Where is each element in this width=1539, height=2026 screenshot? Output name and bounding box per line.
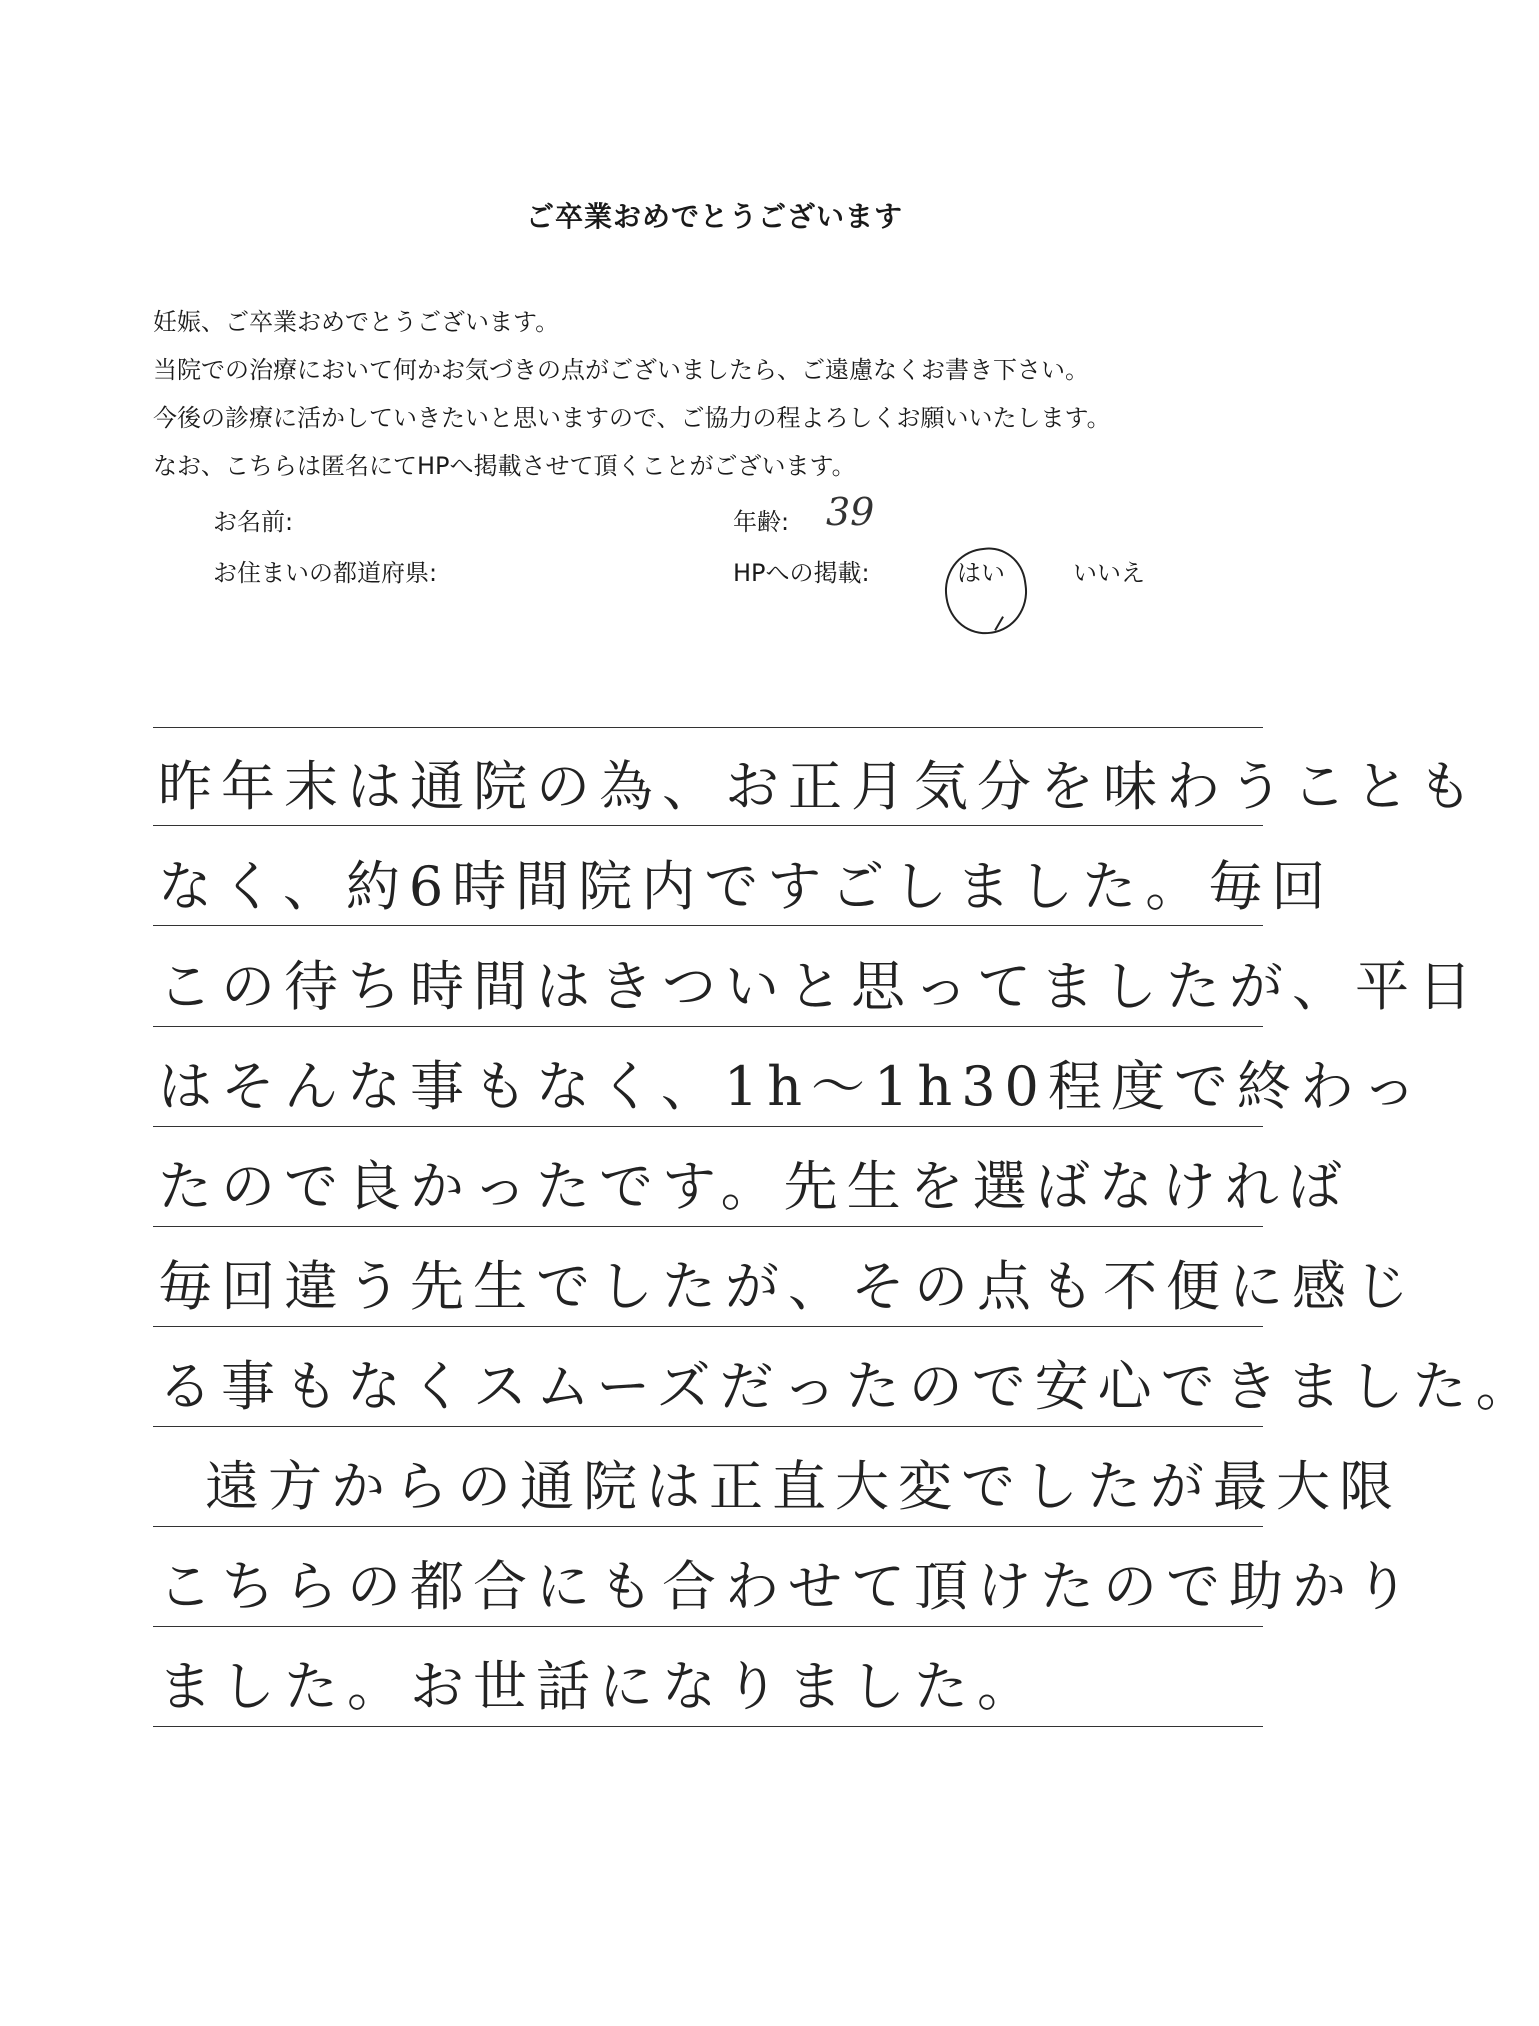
comment-line: る事もなくスムーズだったので安心できました。 — [158, 1355, 1539, 1418]
intro-line: なお、こちらは匿名にてHPへ掲載させて頂くことがございます。 — [153, 452, 856, 480]
comment-line: 昨年末は通院の為、お正月気分を味わうことも — [158, 755, 1481, 818]
age-label: 年齢: — [733, 508, 790, 536]
comment-line: こちらの都合にも合わせて頂けたので助かり — [158, 1555, 1418, 1618]
comment-line: この待ち時間はきついと思ってましたが、平日 — [158, 955, 1481, 1018]
comment-line: たので良かったです。先生を選ばなければ — [158, 1155, 1351, 1218]
intro-line: 今後の診療に活かしていきたいと思いますので、ご協力の程よろしくお願いいたします。 — [153, 404, 1111, 432]
comment-line: 遠方からの通院は正直大変でしたが最大限 — [205, 1455, 1402, 1518]
publish-option-no: いいえ — [1073, 559, 1145, 587]
prefecture-label: お住まいの都道府県: — [213, 559, 438, 587]
writing-rule — [153, 727, 1263, 728]
intro-line: 当院での治療において何かお気づきの点がございましたら、ご遠慮なくお書き下さい。 — [153, 356, 1089, 384]
intro-text — [153, 298, 1303, 490]
comment-line: 毎回違う先生でしたが、その点も不便に感じ — [158, 1255, 1418, 1318]
age-value: 39 — [826, 490, 875, 534]
name-label: お名前: — [213, 508, 294, 536]
comment-line: はそんな事もなく、1h～1h30程度で終わっ — [158, 1055, 1426, 1118]
comment-line: なく、約6時間院内ですごしました。毎回 — [158, 855, 1335, 918]
comment-line: ました。お世話になりました。 — [158, 1655, 1040, 1718]
intro-line: 妊娠、ご卒業おめでとうございます。 — [153, 308, 560, 336]
page-title: ご卒業おめでとうございます — [525, 200, 903, 233]
publish-option-yes: はい — [957, 559, 1005, 587]
publish-label: HPへの掲載: — [733, 559, 870, 587]
